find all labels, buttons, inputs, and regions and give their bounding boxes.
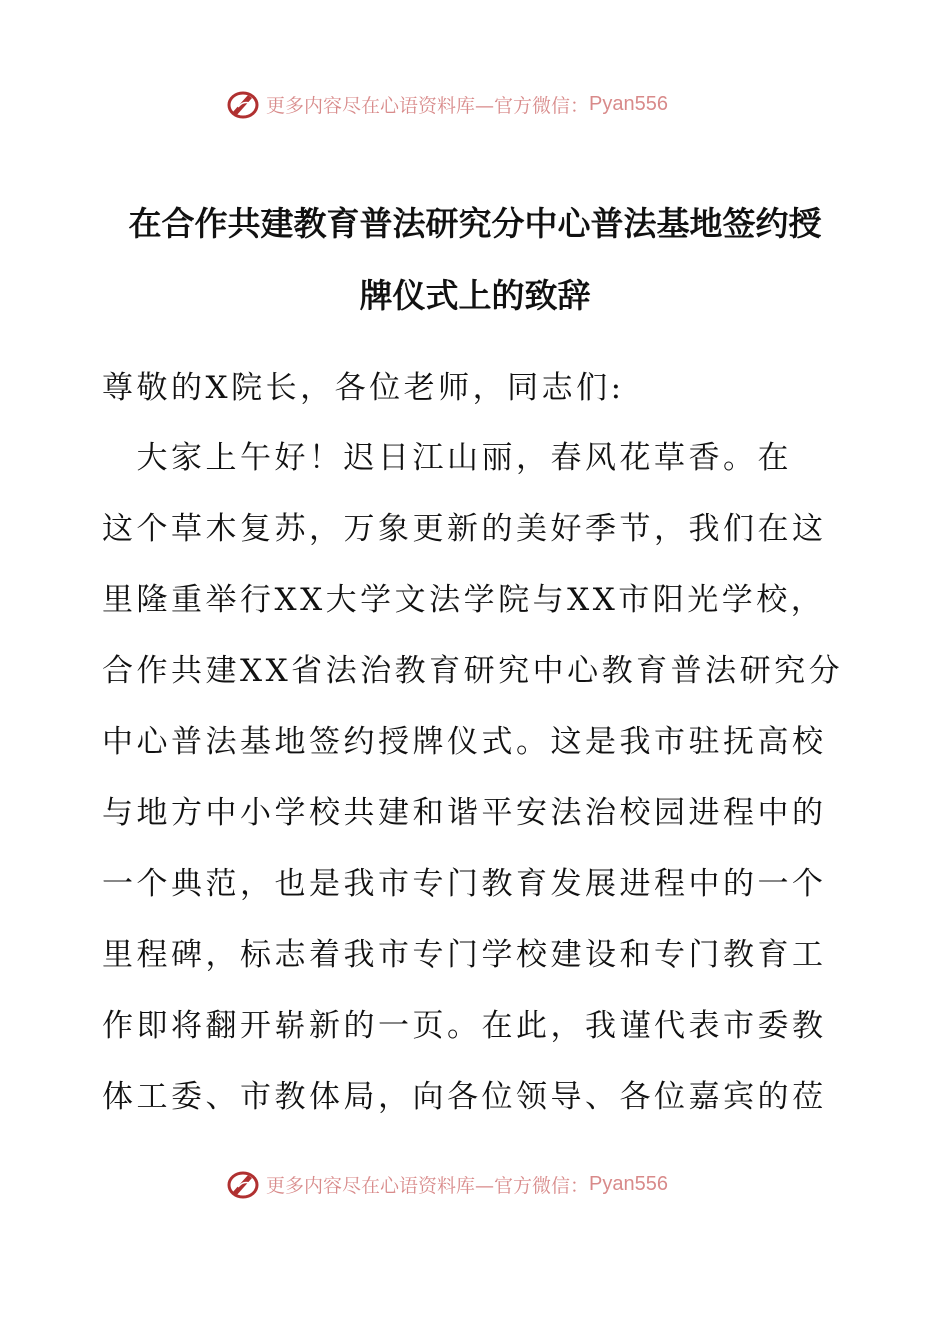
header-watermark-id: Pyan556 xyxy=(589,92,668,115)
body-line: 大家上午好！迟日江山丽，春风花草香。在 xyxy=(102,440,792,476)
body-line: 合作共建XX省法治教育研究中心教育普法研究分 xyxy=(102,653,844,689)
body-line: 里隆重举行XX大学文法学院与XX市阳光学校， xyxy=(102,582,826,618)
document-title-line-2: 牌仪式上的致辞 xyxy=(359,276,591,315)
pen-swirl-logo-icon xyxy=(226,1167,260,1201)
body-line: 中心普法基地签约授牌仪式。这是我市驻抚高校 xyxy=(102,724,827,760)
header-watermark-banner xyxy=(226,84,746,124)
footer-watermark-id: Pyan556 xyxy=(589,1172,668,1195)
document-title-line-1: 在合作共建教育普法研究分中心普法基地签约授 xyxy=(128,204,822,243)
body-line: 体工委、市教体局，向各位领导、各位嘉宾的莅 xyxy=(102,1079,827,1115)
header-watermark-text: 更多内容尽在心语资料库—官方微信： xyxy=(266,94,590,117)
body-line: 里程碑，标志着我市专门学校建设和专门教育工 xyxy=(102,937,827,973)
pen-swirl-logo-icon xyxy=(226,87,260,121)
body-line: 一个典范，也是我市专门教育发展进程中的一个 xyxy=(102,866,827,902)
footer-watermark-text: 更多内容尽在心语资料库—官方微信： xyxy=(266,1174,590,1197)
body-line: 作即将翻开崭新的一页。在此，我谨代表市委教 xyxy=(102,1008,827,1044)
body-line: 这个草木复苏，万象更新的美好季节，我们在这 xyxy=(102,511,827,547)
body-line: 与地方中小学校共建和谐平安法治校园进程中的 xyxy=(102,795,827,831)
salutation: 尊敬的X院长，各位老师，同志们: xyxy=(102,370,625,406)
footer-watermark-banner xyxy=(226,1164,746,1204)
